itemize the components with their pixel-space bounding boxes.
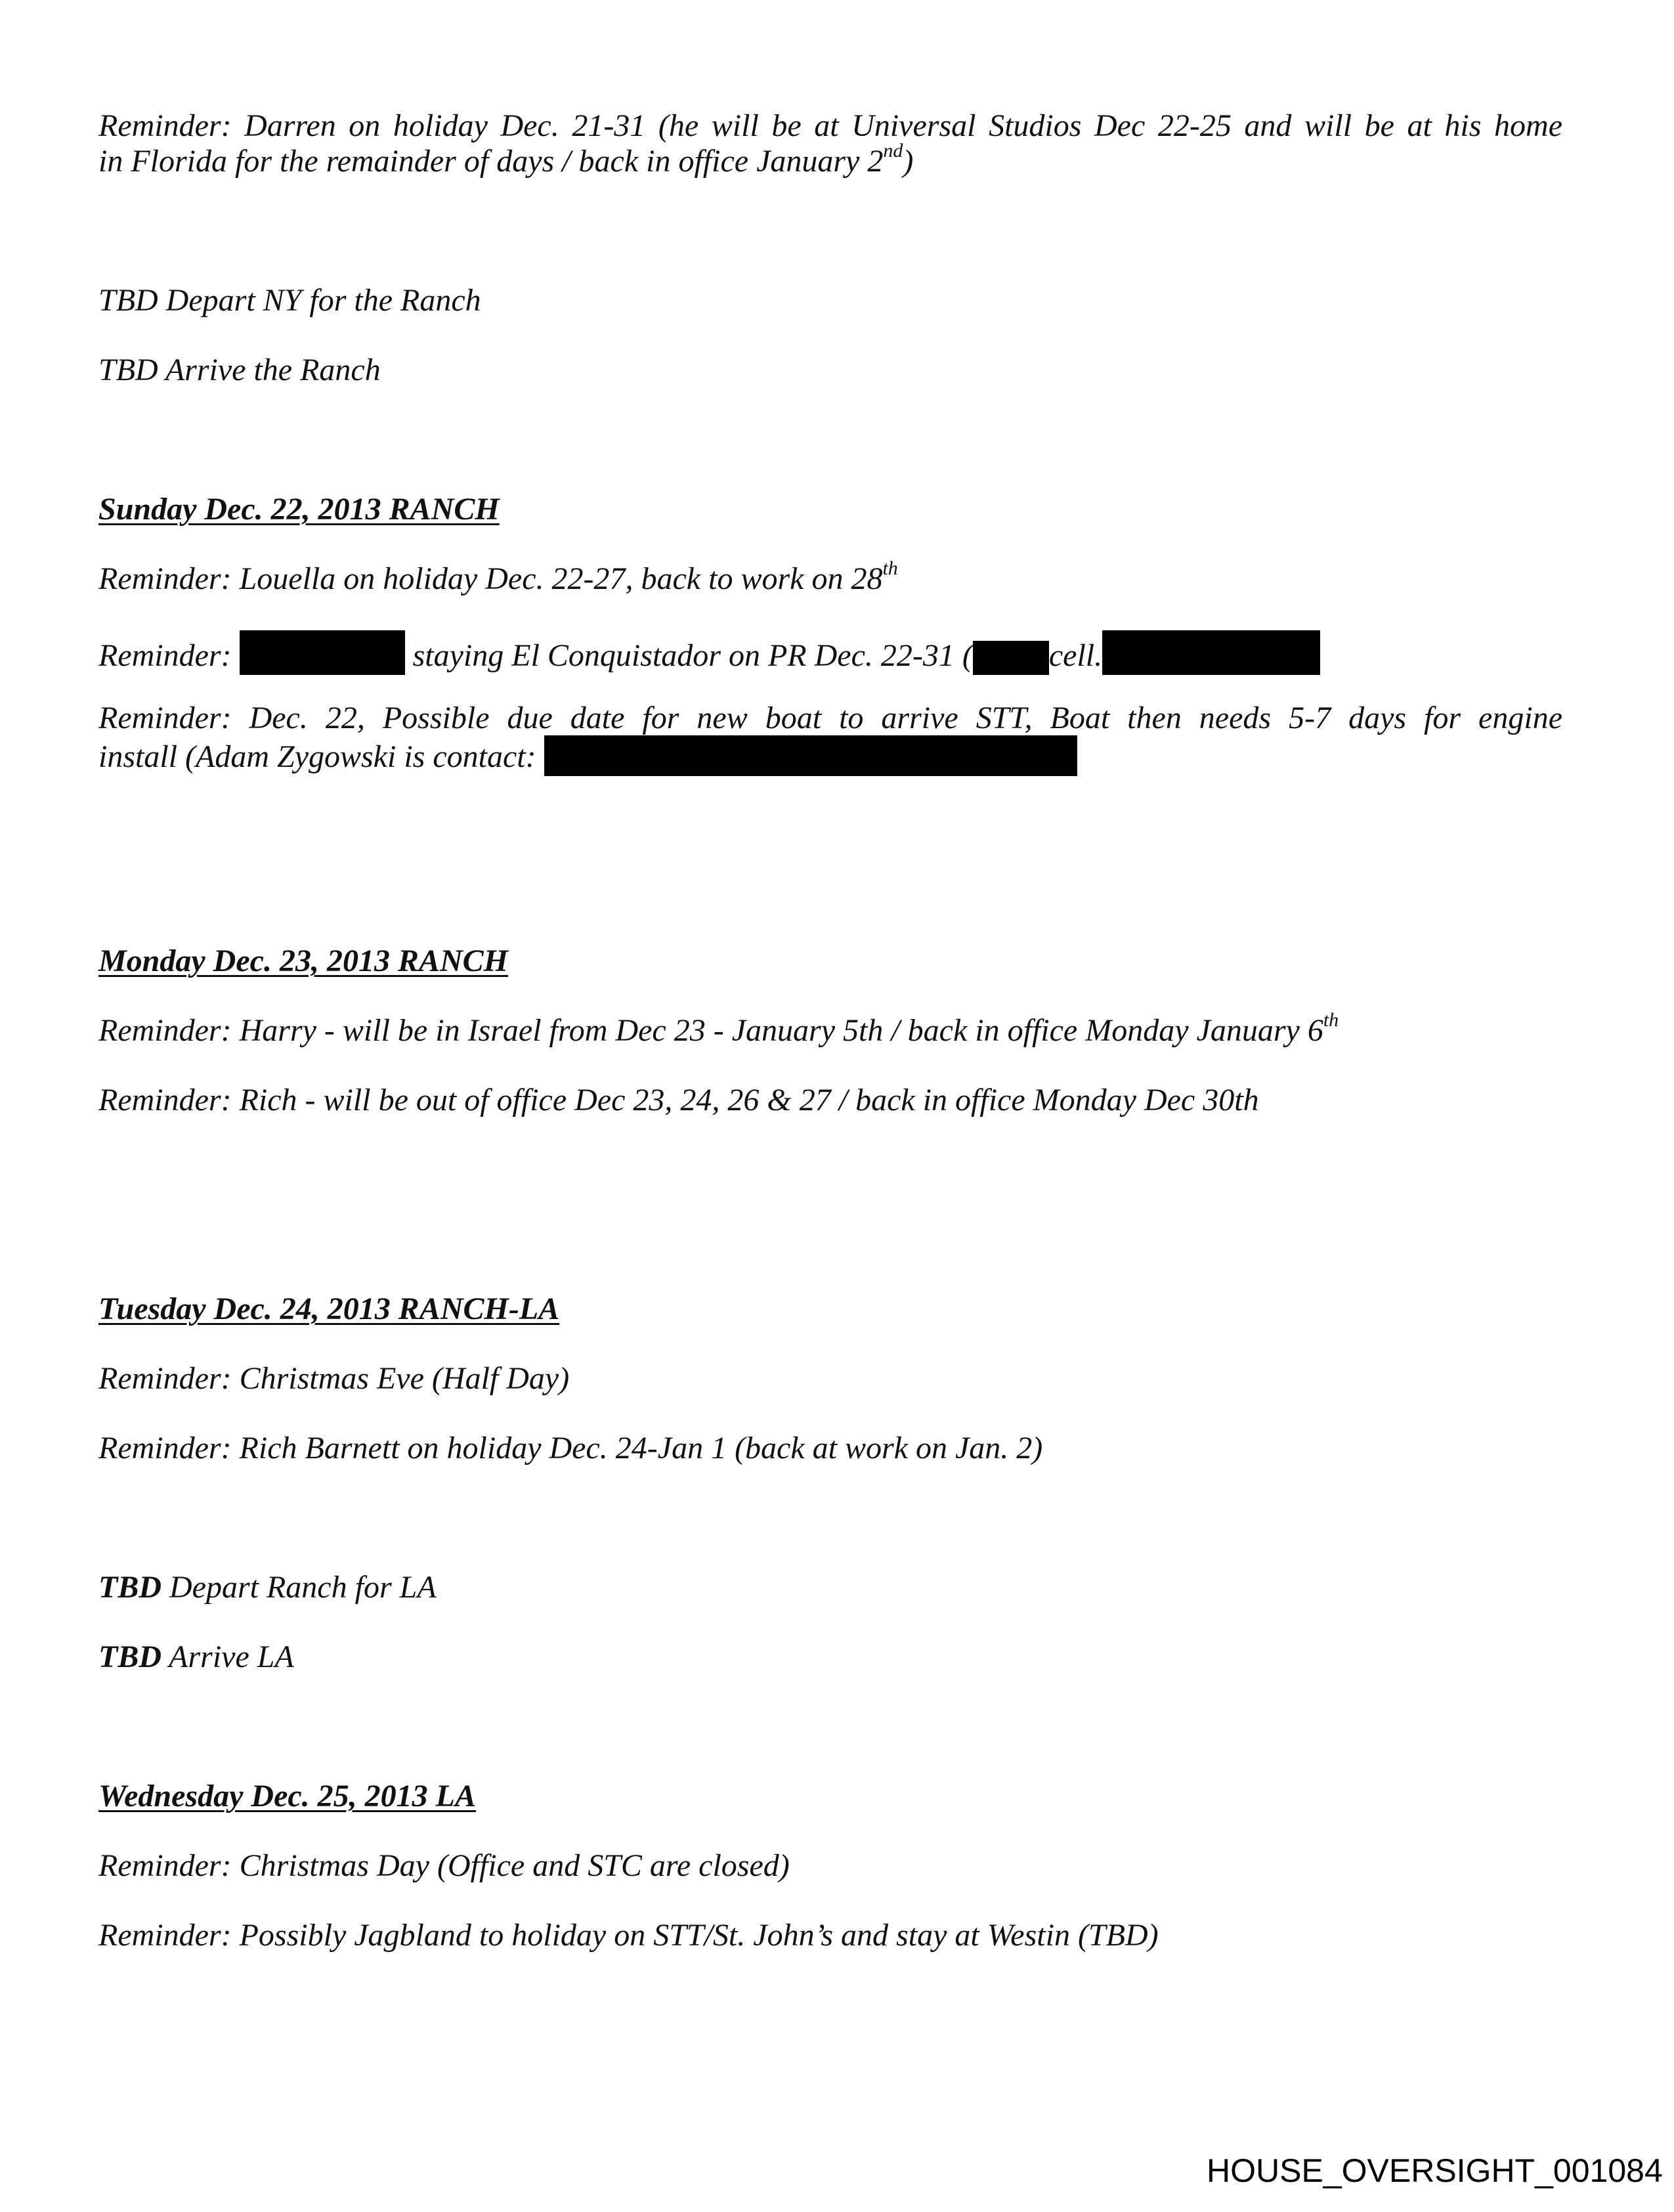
reminder-darren-text: in Florida for the remainder of days / back in office January 2 [98,144,884,179]
closing-paren: ) [903,144,914,179]
reminder-harry-text: Reminder: Harry - will be in Israel from Dec 23 - January 5th / back in office Monday January 6 [98,1013,1323,1048]
superscript-nd: nd [883,140,903,162]
reminder-christmas-day: Reminder: Christmas Day (Office and STC are closed) [98,1848,790,1883]
arrive-la [98,1639,294,1676]
reminder-darren-line2 [98,140,914,180]
reminder-new-boat-line1: Reminder: Dec. 22, Possible due date for new boat to arrive STT, Boat then needs 5-7 days for engine [98,701,1562,735]
redaction-block [1102,630,1320,675]
reminder-rich: Reminder: Rich - will be out of office Dec 23, 24, 26 & 27 / back in office Monday Dec 30th [98,1083,1259,1117]
heading-dec-25: Wednesday Dec. 25, 2013 LA [98,1779,477,1813]
heading-dec-23: Monday Dec. 23, 2013 RANCH [98,943,508,978]
arrive-ranch: TBD Arrive the Ranch [98,353,381,387]
superscript-th: th [882,557,898,579]
reminder-louella [98,557,898,597]
reminder-darren-line1: Reminder: Darren on holiday Dec. 21-31 (he will be at Universal Studios Dec 22-25 and will be at his home [98,108,1562,143]
reminder-label: Reminder: [98,638,232,673]
cell-label: cell. [1048,638,1103,673]
reminder-el-conquistador [98,630,1320,675]
tbd-label: TBD [98,1639,161,1674]
depart-ranch-for-la [98,1569,437,1606]
tbd-label: TBD [98,1570,161,1605]
depart-ny: TBD Depart NY for the Ranch [98,283,481,318]
redaction-block [240,630,405,675]
heading-dec-22: Sunday Dec. 22, 2013 RANCH [98,492,500,527]
depart-text: Depart Ranch for LA [169,1570,437,1605]
boat-contact-text: install (Adam Zygowski is contact: [98,739,536,774]
reminder-harry [98,1009,1339,1049]
reminder-jagbland: Reminder: Possibly Jagbland to holiday on STT/St. John’s and stay at Westin (TBD) [98,1918,1159,1953]
reminder-new-boat-line2 [98,735,1077,776]
staying-text: staying El Conquistador on PR Dec. 22-31 ( [412,638,973,673]
reminder-christmas-eve: Reminder: Christmas Eve (Half Day) [98,1361,570,1396]
redaction-block [544,735,1077,776]
redaction-block [973,641,1049,675]
heading-dec-24: Tuesday Dec. 24, 2013 RANCH-LA [98,1291,560,1326]
bates-number: HOUSE_OVERSIGHT_001084 [1207,2152,1663,2189]
arrive-text: Arrive LA [169,1639,294,1674]
reminder-louella-text: Reminder: Louella on holiday Dec. 22-27, back to work on 28 [98,561,883,596]
reminder-rich-barnett: Reminder: Rich Barnett on holiday Dec. 24-Jan 1 (back at work on Jan. 2) [98,1431,1043,1465]
superscript-th: th [1323,1009,1339,1031]
